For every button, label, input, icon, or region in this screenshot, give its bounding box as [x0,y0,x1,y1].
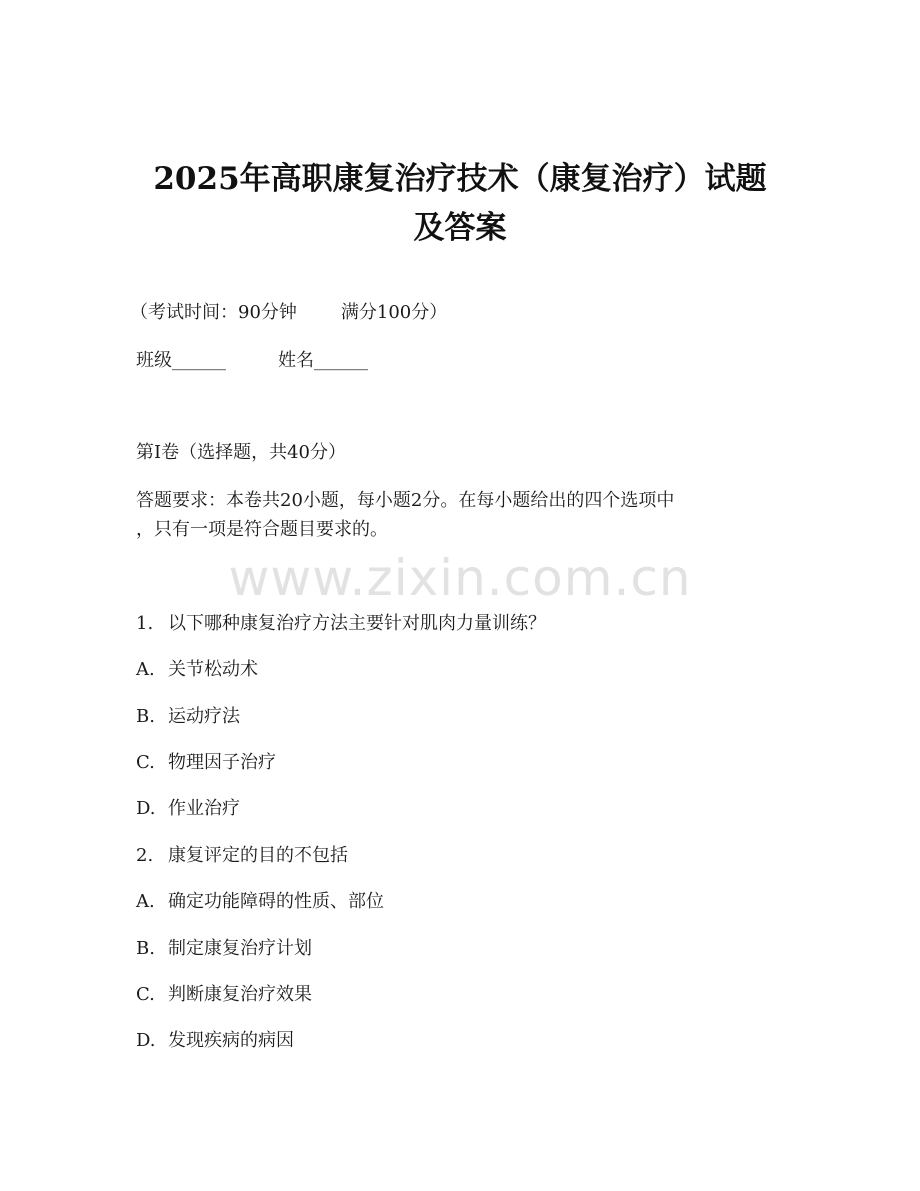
option-text: 关节松动术 [168,659,258,680]
class-field: 班级______ [136,350,226,371]
option-b [136,705,240,729]
option-label: C. [136,984,155,1005]
option-label: D. [136,798,156,819]
question-number: 1. [136,613,154,634]
instructions-line2: ，只有一项是符合题目要求的。 [136,519,388,540]
option-text: 制定康复治疗计划 [168,938,312,959]
option-label: B. [136,938,155,959]
exam-full-score: 满分100分） [340,302,448,323]
document-title-line2: 及答案 [413,210,507,246]
option-text: 确定功能障碍的性质、部位 [168,891,384,912]
question-text: 康复评定的目的不包括 [168,845,348,866]
document-title-line1: 2025年高职康复治疗技术（康复治疗）试题 [153,161,767,197]
option-d [136,797,240,821]
option-d [136,1029,294,1053]
exam-time: （考试时间：90分钟 [130,302,297,323]
name-field: 姓名______ [278,350,368,371]
question-2 [136,844,348,868]
option-c [136,983,312,1007]
option-label: A. [136,891,155,912]
option-label: D. [136,1030,156,1051]
option-a [136,890,384,914]
exam-info [130,301,447,325]
question-text: 以下哪种康复治疗方法主要针对肌肉力量训练？ [168,613,546,634]
instructions-line1: 答题要求：本卷共20小题，每小题2分。在每小题给出的四个选项中 [136,490,675,511]
option-text: 物理因子治疗 [168,752,276,773]
option-text: 判断康复治疗效果 [168,984,312,1005]
option-b [136,937,312,961]
option-label: A. [136,659,155,680]
option-text: 作业治疗 [168,798,240,819]
student-fields [136,349,368,373]
option-a [136,658,258,682]
option-text: 发现疾病的病因 [168,1030,294,1051]
question-number: 2. [136,845,154,866]
watermark: www.zixin.com.cn [228,549,692,607]
option-label: B. [136,706,155,727]
question-1 [136,612,546,636]
option-label: C. [136,752,155,773]
option-c [136,751,276,775]
section-title: 第I卷（选择题，共40分） [136,442,347,463]
option-text: 运动疗法 [168,706,240,727]
